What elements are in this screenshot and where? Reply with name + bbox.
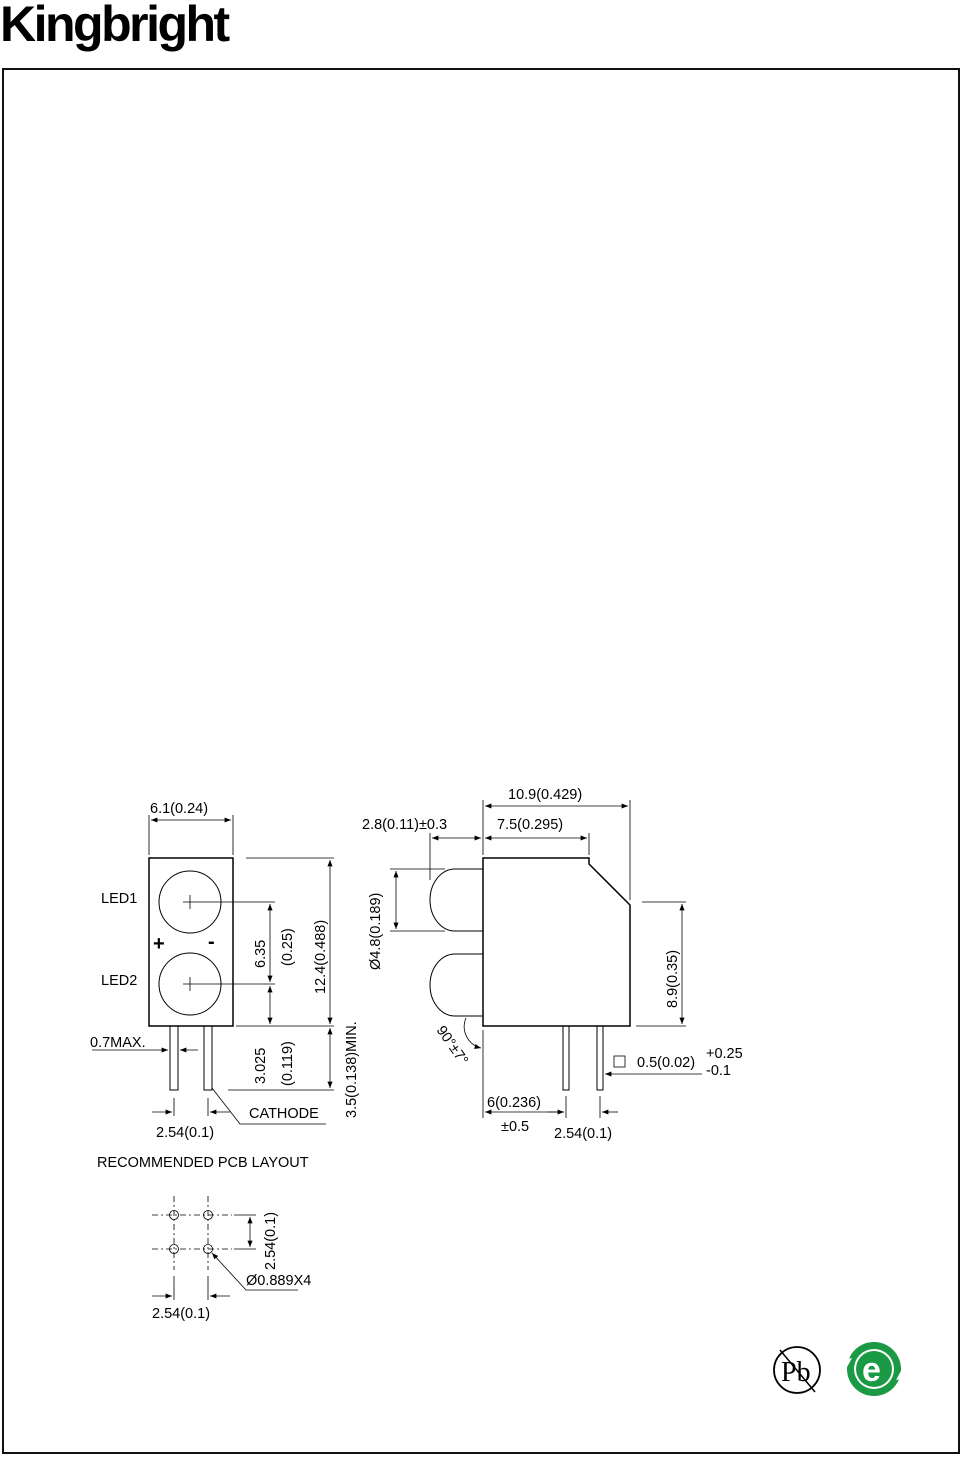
square-lead-symbol [614,1056,625,1067]
dim-angle: 90°±7° [432,1023,471,1069]
dim-lead-position: 6(0.236) [487,1095,542,1111]
kingbright-logo: Kingbright [0,0,228,52]
dim-lead-width: 0.7MAX. [90,1035,146,1051]
front-lead-cathode [204,1026,212,1090]
label-led2: LED2 [101,973,138,989]
dim-lead-square: 0.5(0.02) [637,1055,696,1071]
dim-lead-tol-minus: -0.1 [706,1063,731,1079]
front-lead-anode [170,1026,178,1090]
dim-lead-offset-in: (0.119) [280,1041,296,1086]
side-body-outline [483,858,630,1026]
dim-led-pitch: 6.35 [253,939,269,968]
label-cathode: CATHODE [249,1106,319,1122]
side-view [362,787,743,1142]
e-text: e [862,1351,881,1389]
side-lead-2 [597,1026,603,1090]
dim-lens-protrusion: 2.8(0.11)±0.3 [362,817,448,833]
pcb-layout [97,1155,311,1322]
rohs-e-mark [838,1342,910,1396]
dim-lead-offset: 3.025 [253,1047,269,1084]
dim-pcb-h-pitch: 2.54(0.1) [152,1306,211,1322]
dim-front-height: 12.4(0.488) [313,919,329,994]
dim-lead-min: 3.5(0.138)MIN. [344,1021,360,1118]
dim-lead-position-tol: ±0.5 [501,1119,530,1135]
led2-dome [430,954,483,1016]
dim-side-lead-pitch: 2.54(0.1) [554,1126,613,1142]
label-led1: LED1 [101,891,138,907]
dim-lens-diameter: Ø4.8(0.189) [368,892,384,970]
dim-led-pitch-in: (0.25) [280,928,296,966]
dim-side-body: 7.5(0.295) [497,817,564,833]
dim-pcb-v-pitch: 2.54(0.1) [263,1211,279,1270]
dim-lead-tol-plus: +0.25 [706,1046,743,1062]
side-lead-1 [563,1026,569,1090]
dim-side-height: 8.9(0.35) [665,949,681,1008]
polarity-plus: + [153,933,165,955]
dim-pcb-hole: Ø0.889X4 [246,1273,312,1289]
front-view [90,801,360,1141]
led1-dome [430,869,483,931]
dim-front-lead-pitch: 2.54(0.1) [156,1125,215,1141]
dim-front-width: 6.1(0.24) [150,801,209,817]
pcb-layout-title: RECOMMENDED PCB LAYOUT [97,1155,309,1171]
pb-text: Pb [781,1357,811,1388]
polarity-minus: - [208,931,215,953]
pb-free-mark [774,1347,820,1393]
dim-side-depth: 10.9(0.429) [508,787,583,803]
